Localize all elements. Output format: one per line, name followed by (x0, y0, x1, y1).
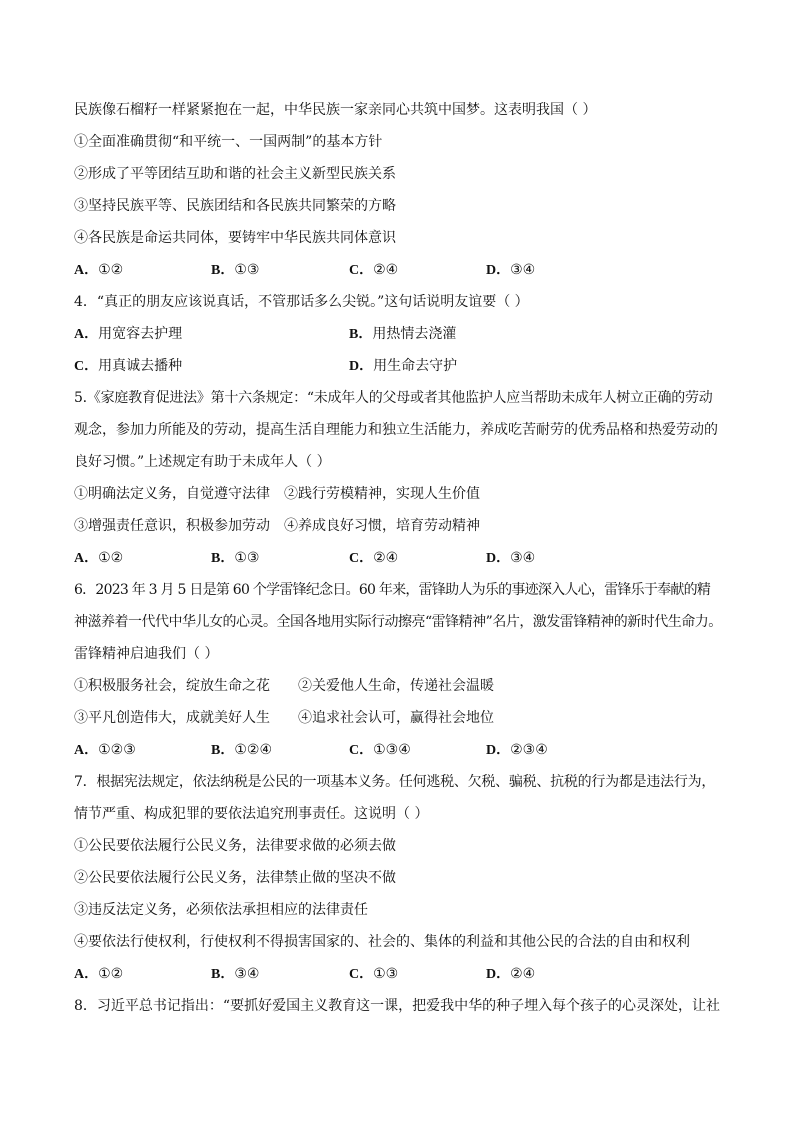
question-5-items-row-1: ①明确法定义务，自觉遵守法律 ②践行劳模精神，实现人生价值 (74, 486, 480, 502)
question-5-stem-line-3: 良好习惯。”上述规定有助于未成年人（ ） (74, 454, 331, 470)
question-3-option-a[interactable]: A．①② (74, 262, 124, 278)
question-5-option-a[interactable]: A．①② (74, 550, 124, 566)
question-4-option-b[interactable]: B．用热情去浇灌 (349, 326, 457, 342)
question-3-item-4: ④各民族是命运共同体，要铸牢中华民族共同体意识 (74, 230, 396, 246)
question-7-option-c[interactable]: C．①③ (349, 966, 399, 982)
question-4-option-a[interactable]: A．用宽容去护理 (74, 326, 183, 342)
question-5-stem-line-2: 观念，参加力所能及的劳动，提高生活自理能力和独立生活能力，养成吃苦耐劳的优秀品格和热爱劳动的 (74, 422, 718, 438)
question-7-item-4: ④要依法行使权利，行使权利不得损害国家的、社会的、集体的利益和其他公民的合法的自由和权利 (74, 934, 690, 950)
question-8-stem-line-1: 8．习近平总书记指出：“要抓好爱国主义教育这一课，把爱我中华的种子埋入每个孩子的心灵深处，让社 (74, 998, 721, 1014)
question-3-option-b[interactable]: B．①③ (211, 262, 260, 278)
question-5-option-c[interactable]: C．②④ (349, 550, 399, 566)
question-7-item-3: ③违反法定义务，必须依法承担相应的法律责任 (74, 902, 368, 918)
question-7-stem-line-1: 7．根据宪法规定，依法纳税是公民的一项基本义务。任何逃税、欠税、骗税、抗税的行为都是违法行为， (74, 774, 716, 790)
question-6-items-row-2: ③平凡创造伟大，成就美好人生 ④追求社会认可，赢得社会地位 (74, 710, 494, 726)
question-5-option-d[interactable]: D．③④ (486, 550, 536, 566)
question-6-option-d[interactable]: D．②③④ (486, 742, 548, 758)
question-7-option-b[interactable]: B．③④ (211, 966, 260, 982)
question-7-item-1: ①公民要依法履行公民义务，法律要求做的必须去做 (74, 838, 396, 854)
question-3-item-2: ②形成了平等团结互助和谐的社会主义新型民族关系 (74, 166, 396, 182)
question-6-items-row-1: ①积极服务社会，绽放生命之花 ②关爱他人生命，传递社会温暖 (74, 678, 494, 694)
question-7-stem-line-2: 情节严重、构成犯罪的要依法追究刑事责任。这说明（ ） (74, 806, 429, 822)
question-6-stem-line-1: 6．2023 年 3 月 5 日是第 60 个学雷锋纪念日。60 年来，雷锋助人为乐的事迹深入人心，雷锋乐于奉献的精 (74, 582, 711, 598)
question-3-option-c[interactable]: C．②④ (349, 262, 399, 278)
question-7-item-2: ②公民要依法履行公民义务，法律禁止做的坚决不做 (74, 870, 396, 886)
question-7-option-d[interactable]: D．②④ (486, 966, 536, 982)
question-4-stem: 4．“真正的朋友应该说真话，不管那话多么尖锐。”这句话说明友谊要（ ） (74, 294, 529, 310)
question-5-option-b[interactable]: B．①③ (211, 550, 260, 566)
question-3-stem: 民族像石榴籽一样紧紧抱在一起，中华民族一家亲同心共筑中国梦。这表明我国（ ） (74, 102, 597, 118)
question-4-option-c[interactable]: C．用真诚去播种 (74, 358, 183, 374)
question-6-option-c[interactable]: C．①③④ (349, 742, 411, 758)
question-6-option-b[interactable]: B．①②④ (211, 742, 272, 758)
question-6-stem-line-2: 神滋养着一代代中华儿女的心灵。全国各地用实际行动擦亮“雷锋精神”名片，激发雷锋精神的新时代生命力。 (74, 614, 722, 630)
question-3-item-1: ①全面准确贯彻“和平统一、一国两制”的基本方针 (74, 134, 383, 150)
question-6-option-a[interactable]: A．①②③ (74, 742, 136, 758)
question-5-stem-line-1: 5.《家庭教育促进法》第十六条规定：“未成年人的父母或者其他监护人应当帮助未成年人树立正确的劳动 (74, 390, 713, 406)
question-6-stem-line-3: 雷锋精神启迪我们（ ） (74, 646, 219, 662)
question-7-option-a[interactable]: A．①② (74, 966, 124, 982)
question-5-items-row-2: ③增强责任意识，积极参加劳动 ④养成良好习惯，培育劳动精神 (74, 518, 480, 534)
question-3-option-d[interactable]: D．③④ (486, 262, 536, 278)
question-3-item-3: ③坚持民族平等、民族团结和各民族共同繁荣的方略 (74, 198, 396, 214)
question-4-option-d[interactable]: D．用生命去守护 (349, 358, 458, 374)
